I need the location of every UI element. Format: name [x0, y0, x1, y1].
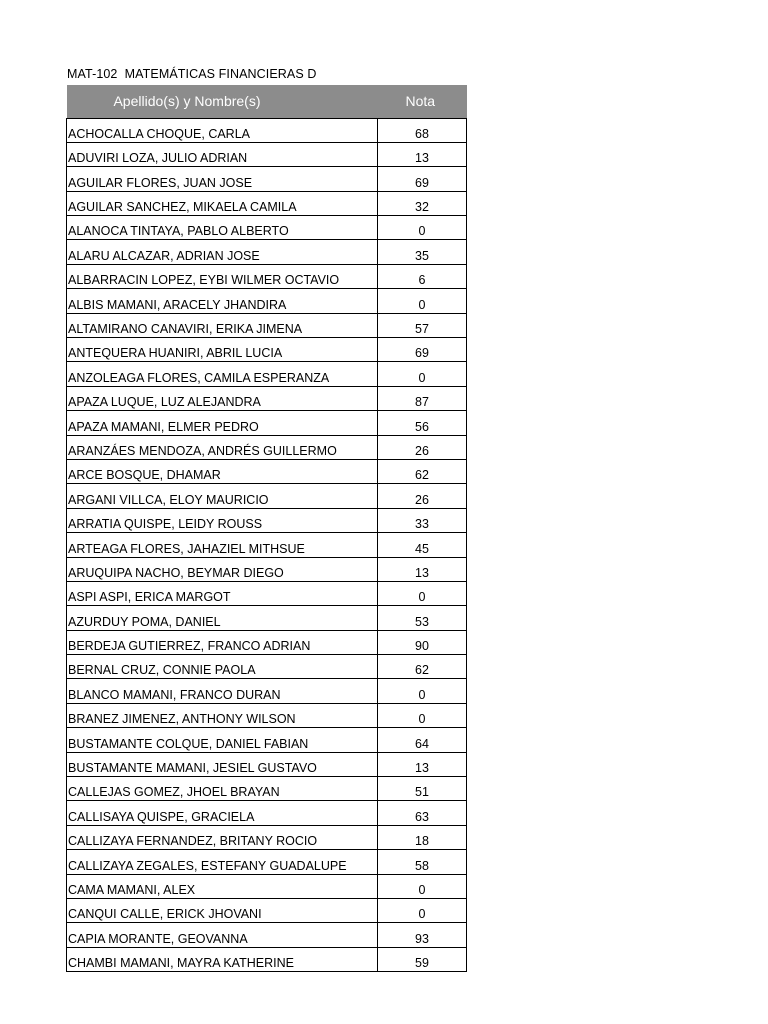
grade-cell: 0: [378, 289, 467, 313]
student-name-cell: ARRATIA QUISPE, LEIDY ROUSS: [67, 508, 378, 532]
grade-cell: 0: [378, 703, 467, 727]
grade-cell: 32: [378, 191, 467, 215]
grade-cell: 0: [378, 581, 467, 605]
grade-cell: 93: [378, 923, 467, 947]
grade-cell: 0: [378, 899, 467, 923]
grade-cell: 64: [378, 728, 467, 752]
grade-cell: 13: [378, 557, 467, 581]
table-row: [67, 630, 467, 654]
table-row: [67, 338, 467, 362]
grade-cell: 0: [378, 216, 467, 240]
student-name-cell: BUSTAMANTE COLQUE, DANIEL FABIAN: [67, 728, 378, 752]
student-name-cell: ALTAMIRANO CANAVIRI, ERIKA JIMENA: [67, 313, 378, 337]
student-name-cell: CALLISAYA QUISPE, GRACIELA: [67, 801, 378, 825]
student-name-cell: BRANEZ JIMENEZ, ANTHONY WILSON: [67, 703, 378, 727]
student-name-cell: BERDEJA GUTIERREZ, FRANCO ADRIAN: [67, 630, 378, 654]
table-row: [67, 435, 467, 459]
table-row: [67, 752, 467, 776]
student-name-cell: CHAMBI MAMANI, MAYRA KATHERINE: [67, 947, 378, 971]
table-row: [67, 777, 467, 801]
table-row: [67, 533, 467, 557]
table-body: [67, 118, 467, 972]
student-name-cell: CALLIZAYA FERNANDEZ, BRITANY ROCIO: [67, 825, 378, 849]
student-name-cell: CAMA MAMANI, ALEX: [67, 874, 378, 898]
column-header-name: Apellido(s) y Nombre(s): [67, 85, 378, 118]
grade-cell: 62: [378, 655, 467, 679]
table-row: [67, 899, 467, 923]
student-name-cell: ARANZÁES MENDOZA, ANDRÉS GUILLERMO: [67, 435, 378, 459]
column-header-grade: Nota: [378, 85, 467, 118]
grade-cell: 13: [378, 142, 467, 166]
table-row: [67, 557, 467, 581]
table-row: [67, 118, 467, 142]
student-name-cell: ARCE BOSQUE, DHAMAR: [67, 459, 378, 483]
student-name-cell: ARTEAGA FLORES, JAHAZIEL MITHSUE: [67, 533, 378, 557]
table-row: [67, 655, 467, 679]
student-name-cell: BUSTAMANTE MAMANI, JESIEL GUSTAVO: [67, 752, 378, 776]
grade-cell: 51: [378, 777, 467, 801]
table-row: [67, 581, 467, 605]
table-row: [67, 289, 467, 313]
grade-cell: 53: [378, 606, 467, 630]
student-name-cell: BLANCO MAMANI, FRANCO DURAN: [67, 679, 378, 703]
table-row: [67, 313, 467, 337]
table-row: [67, 240, 467, 264]
table-row: [67, 874, 467, 898]
student-name-cell: CALLEJAS GOMEZ, JHOEL BRAYAN: [67, 777, 378, 801]
table-row: [67, 142, 467, 166]
table-row: [67, 703, 467, 727]
table-row: [67, 825, 467, 849]
grade-cell: 59: [378, 947, 467, 971]
student-name-cell: AGUILAR SANCHEZ, MIKAELA CAMILA: [67, 191, 378, 215]
student-name-cell: CANQUI CALLE, ERICK JHOVANI: [67, 899, 378, 923]
student-name-cell: AGUILAR FLORES, JUAN JOSE: [67, 167, 378, 191]
table-row: [67, 679, 467, 703]
grade-cell: 58: [378, 850, 467, 874]
student-name-cell: ALBIS MAMANI, ARACELY JHANDIRA: [67, 289, 378, 313]
student-name-cell: ANZOLEAGA FLORES, CAMILA ESPERANZA: [67, 362, 378, 386]
table-row: [67, 801, 467, 825]
grade-cell: 35: [378, 240, 467, 264]
table-row: [67, 459, 467, 483]
table-row: [67, 728, 467, 752]
student-name-cell: ADUVIRI LOZA, JULIO ADRIAN: [67, 142, 378, 166]
student-name-cell: APAZA MAMANI, ELMER PEDRO: [67, 411, 378, 435]
grade-cell: 0: [378, 362, 467, 386]
student-name-cell: ALANOCA TINTAYA, PABLO ALBERTO: [67, 216, 378, 240]
grade-cell: 6: [378, 264, 467, 288]
grade-cell: 90: [378, 630, 467, 654]
table-row: [67, 216, 467, 240]
student-name-cell: ACHOCALLA CHOQUE, CARLA: [67, 118, 378, 142]
grade-cell: 18: [378, 825, 467, 849]
grade-cell: 68: [378, 118, 467, 142]
grades-table: [66, 85, 467, 972]
grade-cell: 69: [378, 167, 467, 191]
student-name-cell: APAZA LUQUE, LUZ ALEJANDRA: [67, 386, 378, 410]
grade-cell: 13: [378, 752, 467, 776]
grade-cell: 62: [378, 459, 467, 483]
grade-cell: 87: [378, 386, 467, 410]
table-row: [67, 947, 467, 971]
student-name-cell: ARGANI VILLCA, ELOY MAURICIO: [67, 484, 378, 508]
table-row: [67, 411, 467, 435]
grade-cell: 69: [378, 338, 467, 362]
table-row: [67, 850, 467, 874]
grade-cell: 57: [378, 313, 467, 337]
table-row: [67, 386, 467, 410]
grade-cell: 33: [378, 508, 467, 532]
grade-cell: 0: [378, 679, 467, 703]
student-name-cell: ASPI ASPI, ERICA MARGOT: [67, 581, 378, 605]
student-name-cell: ANTEQUERA HUANIRI, ABRIL LUCIA: [67, 338, 378, 362]
table-row: [67, 362, 467, 386]
table-row: [67, 191, 467, 215]
grade-cell: 0: [378, 874, 467, 898]
table-row: [67, 264, 467, 288]
student-name-cell: ARUQUIPA NACHO, BEYMAR DIEGO: [67, 557, 378, 581]
table-row: [67, 484, 467, 508]
table-row: [67, 508, 467, 532]
document-title: MAT-102 MATEMÁTICAS FINANCIERAS D: [67, 67, 317, 81]
grade-cell: 45: [378, 533, 467, 557]
grade-cell: 26: [378, 484, 467, 508]
grade-cell: 26: [378, 435, 467, 459]
student-name-cell: ALARU ALCAZAR, ADRIAN JOSE: [67, 240, 378, 264]
grade-cell: 56: [378, 411, 467, 435]
table-header: [67, 85, 467, 118]
student-name-cell: CALLIZAYA ZEGALES, ESTEFANY GUADALUPE: [67, 850, 378, 874]
student-name-cell: BERNAL CRUZ, CONNIE PAOLA: [67, 655, 378, 679]
student-name-cell: AZURDUY POMA, DANIEL: [67, 606, 378, 630]
table-row: [67, 606, 467, 630]
grade-cell: 63: [378, 801, 467, 825]
student-name-cell: CAPIA MORANTE, GEOVANNA: [67, 923, 378, 947]
table-row: [67, 167, 467, 191]
student-name-cell: ALBARRACIN LOPEZ, EYBI WILMER OCTAVIO: [67, 264, 378, 288]
table-row: [67, 923, 467, 947]
